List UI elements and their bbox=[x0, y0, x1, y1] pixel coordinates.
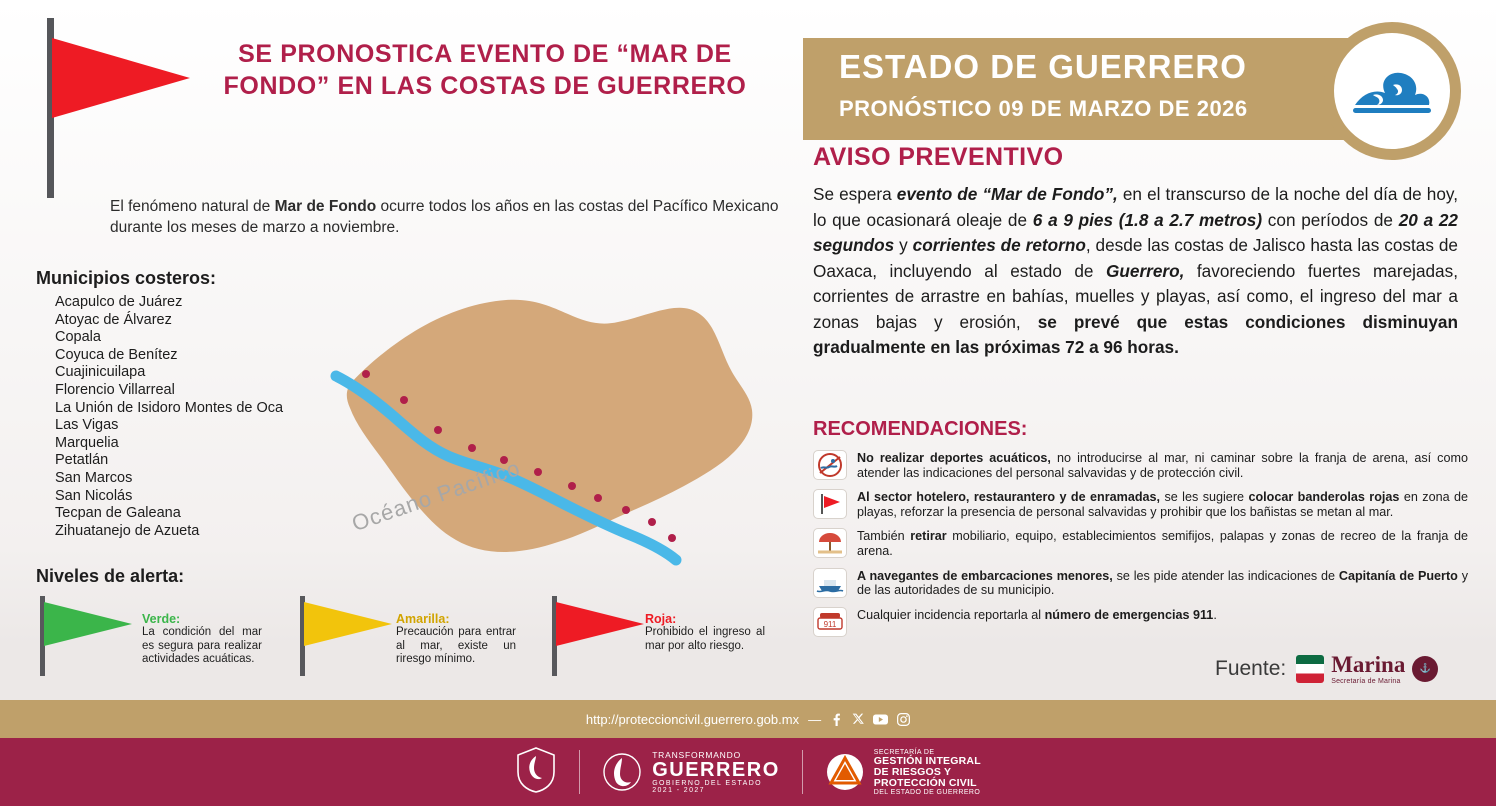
pc-line2: GESTIÓN INTEGRAL bbox=[873, 754, 981, 767]
list-item: Zihuatanejo de Azueta bbox=[55, 522, 200, 539]
logo-transformando: TRANSFORMANDO bbox=[652, 750, 741, 760]
text-run: en el transcurso de la noche del día de hoy, lo que ocasionará oleaje de bbox=[813, 184, 1458, 230]
emergency-911-icon bbox=[813, 607, 847, 637]
red-flag-icon bbox=[813, 489, 847, 519]
text-run: Al sector hotelero, restaurantero y de enramadas, bbox=[857, 490, 1161, 505]
list-item: Coyuca de Benítez bbox=[55, 346, 178, 363]
list-item: Florencio Villarreal bbox=[55, 381, 175, 398]
source-attribution bbox=[1215, 652, 1438, 685]
list-item: San Nicolás bbox=[55, 487, 133, 504]
text-run: Capitanía de Puerto bbox=[1338, 568, 1458, 583]
list-item: Acapulco de Juárez bbox=[55, 294, 183, 310]
text-run: Guerrero, bbox=[1106, 260, 1185, 281]
recommendation-item bbox=[813, 528, 1468, 558]
mexico-flag-icon bbox=[1296, 655, 1324, 683]
text-run: no introducirse al mar, ni caminar sobre la franja de arena, así como atender las indicaciones del personal salvavidas y de protección civil. bbox=[857, 451, 1468, 480]
text-run: Cualquier incidencia reportarla al bbox=[857, 607, 1045, 622]
text-run: 6 a 9 pies (1.8 a 2.7 metros) bbox=[1032, 209, 1263, 230]
logo-divider bbox=[579, 750, 580, 794]
source-label: Fuente: bbox=[1215, 656, 1287, 680]
logo-guerrero: GUERRERO bbox=[652, 759, 780, 781]
recommendation-text bbox=[857, 528, 1468, 558]
alert-level-label: Amarilla: bbox=[396, 612, 450, 626]
recommendation-text bbox=[857, 450, 1468, 480]
recommendation-item bbox=[813, 450, 1468, 480]
marina-logo bbox=[1296, 652, 1438, 685]
intro-post: ocurre todos los años en las costas del Pacífico Mexicano durante los meses de marzo a noviembre. bbox=[110, 198, 779, 236]
guerrero-coat-of-arms-icon bbox=[515, 746, 557, 799]
recommendation-text bbox=[857, 568, 1468, 598]
list-item: La Unión de Isidoro Montes de Oca bbox=[55, 399, 284, 416]
alert-flag-icon bbox=[304, 602, 392, 646]
header-band bbox=[803, 38, 1403, 140]
text-run: se les sugiere bbox=[1160, 490, 1249, 505]
text-run: corrientes de retorno bbox=[912, 235, 1086, 255]
recommendation-text bbox=[857, 489, 1468, 519]
instagram-icon[interactable] bbox=[897, 713, 910, 726]
recommendation-item bbox=[813, 568, 1468, 598]
municipios-heading: Municipios costeros: bbox=[36, 268, 217, 288]
text-run: favoreciendo fuertes marejadas, corrientes de arrastre en bahías, muelles y playas, así como, el ingreso del mar a zonas bajas y erosión, bbox=[813, 260, 1458, 332]
list-item: San Marcos bbox=[55, 469, 133, 486]
text-run: A navegantes de embarcaciones menores, bbox=[857, 568, 1113, 583]
header-title: ESTADO DE GUERRERO bbox=[839, 48, 1247, 85]
proteccion-civil-logo bbox=[825, 749, 981, 796]
logo-years: 2021 - 2027 bbox=[652, 787, 705, 794]
text-run: colocar banderolas rojas bbox=[1248, 490, 1400, 505]
header-subtitle: PRONÓSTICO 09 DE MARZO DE 2026 bbox=[839, 96, 1248, 121]
wave-seal-badge bbox=[1323, 22, 1461, 160]
intro-bold: Mar de Fondo bbox=[274, 198, 377, 215]
aviso-title: AVISO PREVENTIVO bbox=[813, 143, 1064, 171]
ocean-label: Océano Pacífico bbox=[348, 454, 524, 537]
recommendations-list bbox=[813, 450, 1468, 646]
x-icon[interactable] bbox=[852, 713, 864, 725]
pc-line1: SECRETARÍA DE bbox=[873, 748, 935, 756]
flag-triangle bbox=[52, 38, 190, 118]
list-item: Cuajinicuilapa bbox=[55, 364, 146, 381]
text-run: 20 a 22 segundos bbox=[813, 209, 1458, 255]
aviso-body bbox=[813, 182, 1458, 361]
list-item: Copala bbox=[55, 329, 101, 346]
text-run: y de las autoridades de su municipio. bbox=[857, 568, 1468, 598]
guerrero-map bbox=[300, 270, 790, 580]
municipios-list bbox=[55, 294, 283, 540]
intro-paragraph bbox=[110, 196, 782, 238]
list-item: Tecpan de Galeana bbox=[55, 505, 181, 522]
text-run: También bbox=[857, 529, 911, 544]
marina-seal-icon: ⚓ bbox=[1412, 656, 1438, 682]
wave-seal-inner bbox=[1334, 33, 1450, 149]
text-run: mobiliario, equipo, establecimientos semifijos, palapas y zonas de recreo de la franja de arena. bbox=[857, 529, 1468, 558]
text-run: en zona de playas, reforzar la presencia de personal salvavidas y prohibir que los bañistas se metan al mar. bbox=[857, 490, 1469, 519]
list-item: Atoyac de Álvarez bbox=[55, 311, 172, 328]
text-run: evento de “Mar de Fondo”, bbox=[896, 184, 1118, 204]
recommendation-item bbox=[813, 607, 1468, 637]
bottom-logo-band bbox=[0, 738, 1496, 806]
main-red-flag-icon bbox=[42, 18, 192, 198]
facebook-icon[interactable] bbox=[830, 713, 843, 726]
alert-levels-heading: Niveles de alerta: bbox=[36, 566, 185, 586]
marina-subtitle: Secretaría de Marina bbox=[1331, 678, 1401, 685]
alert-level-description: La condición del mar es segura para realizar actividades acuáticas. bbox=[142, 626, 262, 665]
recommendations-title: RECOMENDACIONES: bbox=[813, 418, 1028, 440]
alert-flag-icon bbox=[44, 602, 132, 646]
list-item: Marquelia bbox=[55, 434, 119, 451]
logo-gobierno: GOBIERNO DEL ESTADO bbox=[652, 780, 763, 787]
svg-text:911: 911 bbox=[823, 619, 837, 629]
text-run: No realizar deportes acuáticos, bbox=[857, 451, 1051, 465]
dash-separator: — bbox=[808, 711, 822, 727]
page-title: SE PRONOSTICA EVENTO DE “MAR DE FONDO” EN LAS COSTAS DE GUERRERO bbox=[223, 40, 747, 100]
text-run: Se espera bbox=[813, 184, 897, 204]
text-run: . bbox=[1213, 607, 1217, 622]
text-run: con períodos de bbox=[1262, 209, 1399, 230]
marina-name: Marina bbox=[1331, 652, 1406, 677]
alert-level-label: Roja: bbox=[645, 612, 677, 626]
transformando-guerrero-logo bbox=[602, 750, 780, 794]
right-panel bbox=[795, 0, 1496, 700]
youtube-icon[interactable] bbox=[873, 713, 888, 726]
alert-level-label: Verde: bbox=[142, 612, 181, 626]
website-url[interactable]: http://proteccioncivil.guerrero.gob.mx bbox=[585, 711, 800, 727]
text-run: se les pide atender las indicaciones de bbox=[1112, 568, 1339, 583]
alert-flag-icon bbox=[556, 602, 644, 646]
text-run: retirar bbox=[910, 529, 947, 544]
alert-level-description: Precaución para entrar al mar, existe un riresgo mínimo. bbox=[396, 626, 516, 665]
url-footer-band bbox=[0, 700, 1496, 738]
left-panel bbox=[0, 0, 795, 700]
alert-level-description: Prohibido el ingreso al mar por alto riesgo. bbox=[645, 626, 765, 652]
pc-line3: DE RIESGOS Y bbox=[873, 765, 952, 778]
recommendation-text bbox=[857, 607, 1468, 637]
civil-protection-triangle-icon bbox=[825, 751, 865, 793]
text-run: número de emergencias 911 bbox=[1044, 607, 1214, 622]
guerrero-emblem-icon bbox=[602, 752, 642, 792]
map-svg bbox=[300, 270, 790, 580]
intro-pre: El fenómeno natural de bbox=[110, 198, 275, 215]
list-item: Las Vigas bbox=[55, 417, 119, 434]
boat-icon bbox=[813, 568, 847, 598]
pc-line4: PROTECCIÓN CIVIL bbox=[873, 776, 977, 789]
no-swimming-icon bbox=[813, 450, 847, 480]
recommendation-item bbox=[813, 489, 1468, 519]
list-item: Petatlán bbox=[55, 452, 109, 469]
logo-divider-2 bbox=[802, 750, 803, 794]
text-run: y bbox=[894, 235, 913, 255]
beach-furniture-icon bbox=[813, 528, 847, 558]
text-run: , desde las costas de Jalisco hasta las costas de Oaxaca, incluyendo al estado de bbox=[813, 235, 1458, 281]
wave-icon bbox=[1349, 63, 1435, 119]
pc-line5: DEL ESTADO DE GUERRERO bbox=[873, 788, 981, 796]
text-run: se prevé que estas condiciones disminuyan gradualmente en las próximas 72 a 96 horas. bbox=[813, 311, 1458, 357]
